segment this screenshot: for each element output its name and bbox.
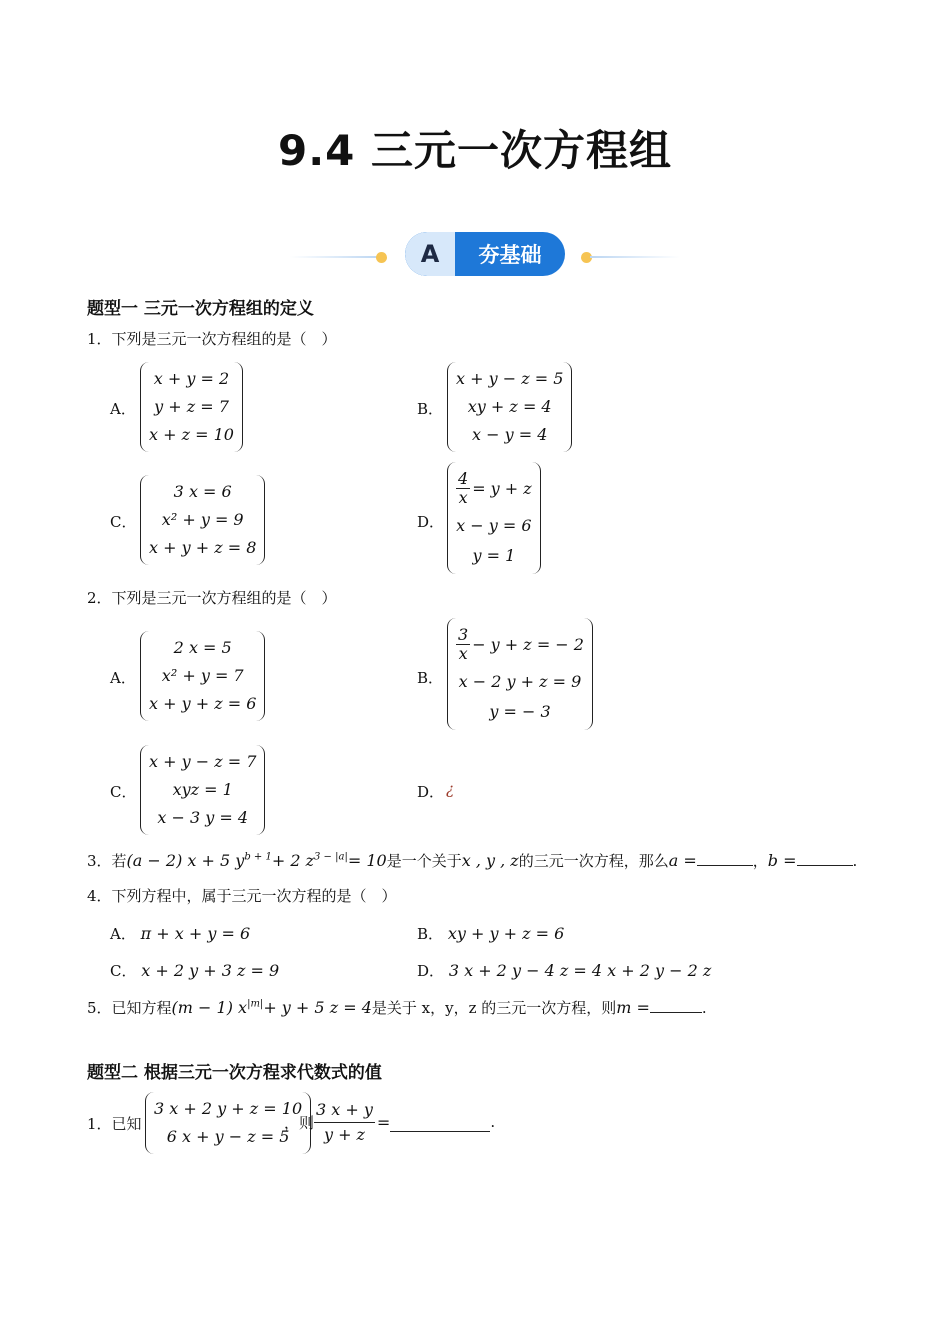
math-expression: (m − 1) $x^{|m|}+ y + 5$ z = 4	[171, 998, 372, 1017]
answer-blank-b[interactable]	[797, 865, 853, 866]
equation: 2 x = 5	[173, 638, 232, 657]
divider-right	[590, 256, 680, 258]
section-badge	[405, 232, 565, 276]
question-5: 5．已知方程(m − 1) $x^{|m|}+ y + 5$ z = 4是关于 x，y，z 的三元一次方程，则m = .	[87, 998, 707, 1017]
equation: y + z = 7	[154, 397, 229, 416]
equation: y = 1	[472, 546, 516, 565]
q2-option-d-text: ¿	[446, 780, 455, 798]
equation: 3 x + 2 y + z = 10	[154, 1099, 303, 1118]
equation: $\frac{3}{x}$ − y + z = − 2	[458, 624, 584, 663]
answer-blank[interactable]	[390, 1113, 490, 1132]
equation: x + z = 10	[149, 425, 234, 444]
equation: x² + y = 7	[161, 666, 244, 685]
q1-option-a-label: A．	[110, 400, 136, 418]
question-2-stem: 2．下列是三元一次方程组的是（ ）	[87, 589, 337, 607]
q1-option-b-system	[447, 362, 572, 452]
equation: 6 x + y − z = 5	[166, 1127, 290, 1146]
equation: xyz = 1	[172, 780, 233, 799]
equation: x − 2 y + z = 9	[458, 672, 582, 691]
badge-text: 夯基础	[478, 243, 542, 267]
q4-option-d: D． 3 x + 2 y − 4 z = 4 x + 2 y − 2 z	[417, 961, 712, 980]
q2-option-b-label: B．	[417, 669, 444, 687]
equation: 3 x = 6	[173, 482, 232, 501]
q2-option-b-system	[447, 618, 593, 730]
equation: x − 3 y = 4	[157, 808, 249, 827]
q1-option-a-system	[140, 362, 243, 452]
equation: x + y + z = 6	[149, 694, 257, 713]
equation: xy + z = 4	[467, 397, 552, 416]
q4-option-c: C． x + 2 y + 3 z = 9	[110, 961, 280, 980]
q1-option-b-label: B．	[417, 400, 444, 418]
equation: x² + y = 9	[161, 510, 244, 529]
equation: x − y = 4	[472, 425, 548, 444]
question-1-stem: 1．下列是三元一次方程组的是（ ）	[87, 330, 337, 348]
equation: y = − 3	[489, 702, 551, 721]
answer-blank-m[interactable]	[650, 1012, 702, 1013]
s2-question-1-label: 1．已知	[87, 1115, 142, 1133]
q2-option-a-system	[140, 631, 265, 721]
equation: x + y − z = 7	[149, 752, 257, 771]
q4-option-a: A． π + x + y = 6	[110, 924, 251, 943]
q1-option-d-label: D．	[417, 513, 445, 531]
equation: x + y − z = 5	[456, 369, 564, 388]
equation: x + y = 2	[153, 369, 230, 388]
q1-option-d-system	[447, 462, 541, 574]
equation: x + y + z = 8	[149, 538, 257, 557]
fraction: $\frac{4}{x}$	[458, 468, 469, 507]
question-4-stem: 4．下列方程中，属于三元一次方程的是（ ）	[87, 887, 397, 905]
section-heading-2: 题型二 根据三元一次方程求代数式的值	[87, 1063, 382, 1083]
divider-left	[290, 256, 380, 258]
s2-question-1-rest: ，则 $\frac{3 x + y}{y + z}$ = .	[284, 1098, 495, 1146]
section-heading-1: 题型一 三元一次方程组的定义	[87, 299, 314, 319]
q2-option-d-label: D．	[417, 783, 445, 801]
dot-left	[376, 252, 387, 263]
fraction: $\frac{3}{x}$	[458, 624, 469, 663]
page-title: 9.4 三元一次方程组	[277, 126, 673, 175]
q2-option-c-label: C．	[110, 783, 137, 801]
question-3: 3．若(a − 2) x + 5 $y^{b + 1}+ 2$ $z^{3 - |a|}= 10$是一个关于x , y , z的三元一次方程，那么a = ，b = .	[87, 851, 858, 870]
fraction: $\frac{3 x + y}{y + z}$	[316, 1099, 373, 1144]
math-expression: (a − 2) x + 5 $y^{b + 1}+ 2$ $z^{3 - |a|}= 10$	[126, 851, 387, 870]
q2-option-c-system	[140, 745, 265, 835]
equation: x − y = 6	[456, 516, 532, 535]
equation: $\frac{4}{x}$ = y + z	[458, 468, 532, 507]
q1-option-c-system	[140, 475, 265, 565]
answer-blank-a[interactable]	[697, 865, 753, 866]
q2-option-a-label: A．	[110, 669, 136, 687]
q4-option-b: B． xy + y + z = 6	[417, 924, 565, 943]
badge-letter: A	[405, 232, 455, 276]
q1-option-c-label: C．	[110, 513, 137, 531]
